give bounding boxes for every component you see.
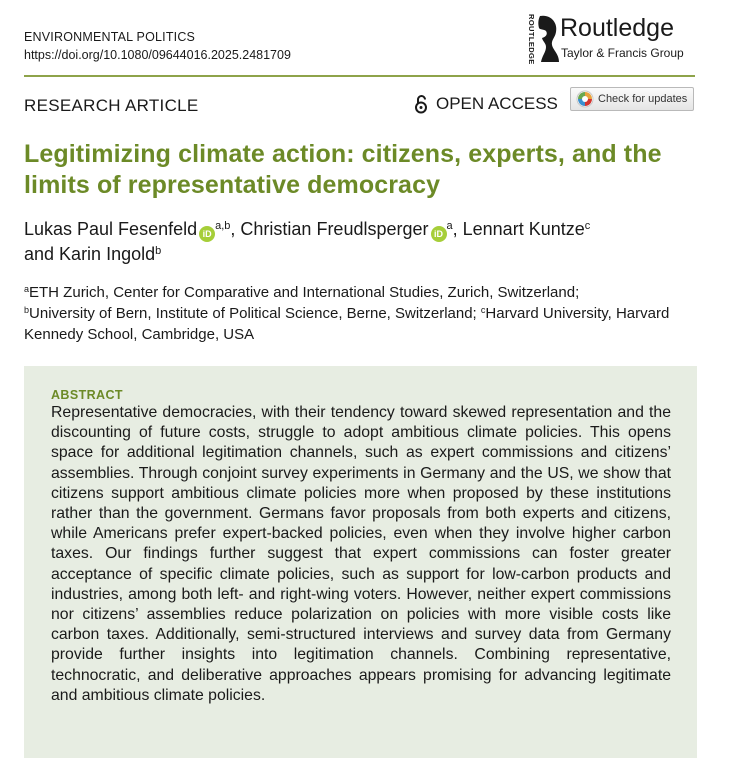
author-affiliation-marker: b bbox=[155, 245, 162, 257]
check-for-updates-button[interactable] bbox=[570, 87, 694, 111]
author-name: Lukas Paul Fesenfeld bbox=[24, 219, 198, 239]
publisher-subtitle: Taylor & Francis Group bbox=[561, 46, 684, 60]
publisher-name: Routledge bbox=[560, 14, 674, 42]
author-and-word: and bbox=[24, 244, 60, 264]
author-affiliation-marker: a,b bbox=[215, 220, 231, 232]
doi-link[interactable]: https://doi.org/10.1080/09644016.2025.2481709 bbox=[24, 48, 291, 62]
author-name: Christian Freudlsperger bbox=[240, 219, 429, 239]
abstract-box bbox=[24, 366, 697, 758]
abstract-text: Representative democracies, with their tendency toward skewed representation and the discounting of future costs, struggle to adopt ambitious climate policies. This opens space for additional legitimation channels, such as expert commissions and citizens’ assemblies. Through conjoint survey experiments in Germany and the US, we show that citizens support ambitious climate policies more when proposed by these institutions rather than the government. Germans favor proposals from both experts and citizens, while Americans prefer expert-backed policies, even when they involve higher carbon taxes. Our findings further suggest that expert commissions can foster greater acceptance of specific climate policies, such as support for low-carbon products and industries, among both left- and right-wing voters. However, neither expert commissions nor citizens’ assemblies reduce polarization on policies with more visible costs like carbon taxes. Additionally, semi-structured interviews and survey data from Germany provide further insights into legitimation channels. Combining representative, technocratic, and deliberative approaches appears promising for advancing legitimate and ambitious climate policies. bbox=[51, 404, 671, 704]
author-affiliation-marker: c bbox=[584, 220, 591, 232]
open-lock-icon bbox=[414, 94, 428, 114]
affiliations bbox=[24, 282, 714, 345]
article-type: RESEARCH ARTICLE bbox=[24, 96, 199, 115]
orcid-icon[interactable]: iD bbox=[431, 226, 447, 242]
open-access-label: OPEN ACCESS bbox=[436, 94, 558, 113]
affiliation-text: ETH Zurich, Center for Comparative and International Studies, Zurich, Switzerland; bbox=[29, 284, 580, 301]
journal-name: ENVIRONMENTAL POLITICS bbox=[24, 30, 196, 44]
author-separator: , bbox=[230, 219, 241, 239]
affiliation-marker: c bbox=[480, 305, 486, 315]
check-updates-label: Check for updates bbox=[598, 93, 688, 105]
affiliation-text: Harvard University, Harvard Kennedy School, Cambridge, USA bbox=[24, 305, 670, 343]
author-name: Karin Ingold bbox=[59, 244, 156, 264]
open-access-badge bbox=[414, 94, 558, 114]
author-affiliation-marker: a bbox=[446, 220, 453, 232]
header-divider bbox=[24, 75, 695, 77]
affiliation-marker: a bbox=[24, 284, 30, 294]
abstract-heading: ABSTRACT bbox=[51, 388, 123, 402]
routledge-knight-icon bbox=[526, 12, 560, 66]
svg-text:ROUTLEDGE: ROUTLEDGE bbox=[527, 14, 536, 65]
affiliation-text: University of Bern, Institute of Political Science, Berne, Switzerland; bbox=[29, 305, 481, 322]
article-title: Legitimizing climate action: citizens, experts, and the limits of representative democracy bbox=[24, 140, 662, 199]
publisher-logo[interactable] bbox=[512, 8, 712, 68]
orcid-icon[interactable]: iD bbox=[199, 226, 215, 242]
author-name: Lennart Kuntze bbox=[462, 219, 585, 239]
author-list bbox=[24, 217, 714, 267]
check-updates-icon bbox=[576, 90, 594, 108]
author-separator: , bbox=[452, 219, 463, 239]
affiliation-marker: b bbox=[24, 305, 30, 315]
